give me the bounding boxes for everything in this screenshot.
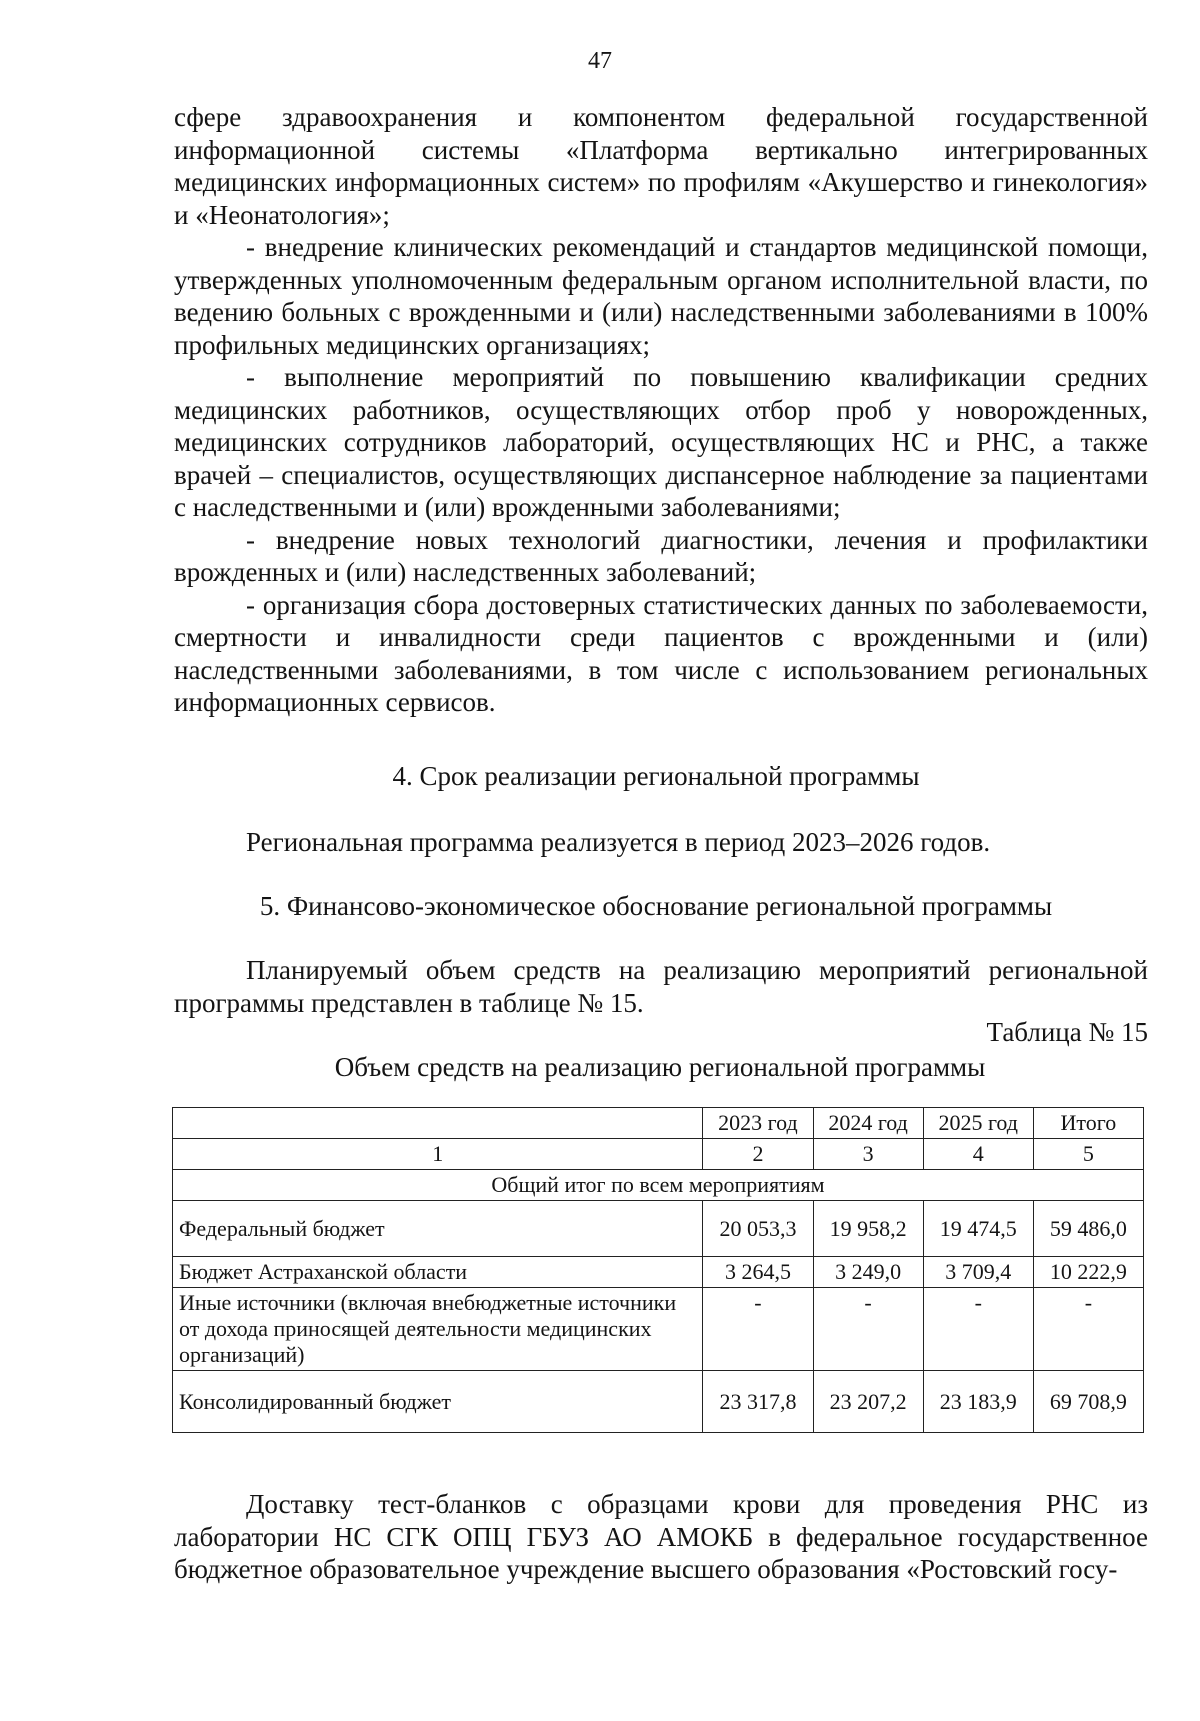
row-label-cell: Бюджет Астраханской области <box>173 1257 703 1288</box>
paragraph: Доставку тест-бланков с образцами крови для проведения РНС из лаборатории НС СГК ОПЦ ГБУЗ АО АМОКБ в федеральное государственное бюджетное образовательное учреждение высшего образования «Ростовский госу- <box>174 1489 1148 1584</box>
value-cell: 23 207,2 <box>813 1371 923 1433</box>
table-caption: Объем средств на реализацию региональной программы <box>334 1052 986 1082</box>
table-header-row <box>173 1108 1144 1139</box>
section-5-heading: 5. Финансово-экономическое обоснование региональной программы <box>259 891 1053 921</box>
group-title-cell: Общий итог по всем мероприятиям <box>173 1170 1144 1201</box>
budget-table <box>172 1107 1144 1433</box>
column-number-cell: 2 <box>703 1139 813 1170</box>
value-cell: - <box>1033 1288 1143 1371</box>
row-label-cell: Консолидированный бюджет <box>173 1371 703 1433</box>
section-5-text <box>174 954 1148 1019</box>
paragraph: - внедрение новых технологий диагностики, лечения и профилактики врожденных и (или) наследственных заболеваний; <box>174 524 1148 587</box>
value-cell: - <box>923 1288 1033 1371</box>
table-row <box>173 1201 1144 1257</box>
row-label-cell: Федеральный бюджет <box>173 1201 703 1257</box>
table-group-row <box>173 1170 1144 1201</box>
table-label: Таблица № 15 <box>986 1017 1148 1047</box>
section-4-heading: 4. Срок реализации региональной программы <box>392 761 920 791</box>
header-cell <box>173 1108 703 1139</box>
section-4-text <box>174 826 1148 859</box>
header-cell: Итого <box>1033 1108 1143 1139</box>
page-number: 47 <box>588 48 612 74</box>
paragraph: - организация сбора достоверных статистических данных по заболеваемости, смертности и инвалидности среди пациентов с врожденными и (или) наследственными заболеваниями, в том числе с использованием региональных информационных сервисов. <box>174 589 1148 717</box>
header-cell: 2025 год <box>923 1108 1033 1139</box>
row-label-cell: Иные источники (включая внебюджетные источники от дохода приносящей деятельности медицинских организаций) <box>173 1288 703 1371</box>
paragraph: - выполнение мероприятий по повышению квалификации средних медицинских работников, осуществляющих отбор проб у новорожденных, медицинских сотрудников лабораторий, осуществляющих НС и РНС, а также врачей – специалистов, осуществляющих диспансерное наблюдение за пациентами с наследственными и (или) врожденными заболеваниями; <box>174 362 1148 522</box>
paragraph: сфере здравоохранения и компонентом федеральной государственной информационной системы «Платформа вертикально интегрированных медицинских информационных систем» по профилям «Акушерство и гинекология» и «Неонатология»; <box>174 102 1148 230</box>
closing-text <box>174 1488 1148 1586</box>
column-number-cell: 1 <box>173 1139 703 1170</box>
header-cell: 2024 год <box>813 1108 923 1139</box>
column-number-cell: 4 <box>923 1139 1033 1170</box>
column-number-cell: 3 <box>813 1139 923 1170</box>
table-column-number-row <box>173 1139 1144 1170</box>
table-row <box>173 1371 1144 1433</box>
intro-text <box>174 101 1148 719</box>
header-cell: 2023 год <box>703 1108 813 1139</box>
value-cell: 23 183,9 <box>923 1371 1033 1433</box>
value-cell: 19 958,2 <box>813 1201 923 1257</box>
value-cell: 3 264,5 <box>703 1257 813 1288</box>
value-cell: 59 486,0 <box>1033 1201 1143 1257</box>
value-cell: 20 053,3 <box>703 1201 813 1257</box>
value-cell: 10 222,9 <box>1033 1257 1143 1288</box>
value-cell: 69 708,9 <box>1033 1371 1143 1433</box>
table-row <box>173 1288 1144 1371</box>
value-cell: 19 474,5 <box>923 1201 1033 1257</box>
table-row <box>173 1257 1144 1288</box>
paragraph: - внедрение клинических рекомендаций и стандартов медицинской помощи, утвержденных уполномоченным федеральным органом исполнительной власти, по ведению больных с врожденными и (или) наследственными заболеваниями в 100% профильных медицинских организациях; <box>174 232 1148 360</box>
value-cell: 3 249,0 <box>813 1257 923 1288</box>
paragraph: Планируемый объем средств на реализацию мероприятий региональной программы представлен в таблице № 15. <box>174 955 1148 1018</box>
value-cell: - <box>813 1288 923 1371</box>
column-number-cell: 5 <box>1033 1139 1143 1170</box>
value-cell: 23 317,8 <box>703 1371 813 1433</box>
value-cell: - <box>703 1288 813 1371</box>
paragraph: Региональная программа реализуется в период 2023–2026 годов. <box>246 827 991 857</box>
value-cell: 3 709,4 <box>923 1257 1033 1288</box>
